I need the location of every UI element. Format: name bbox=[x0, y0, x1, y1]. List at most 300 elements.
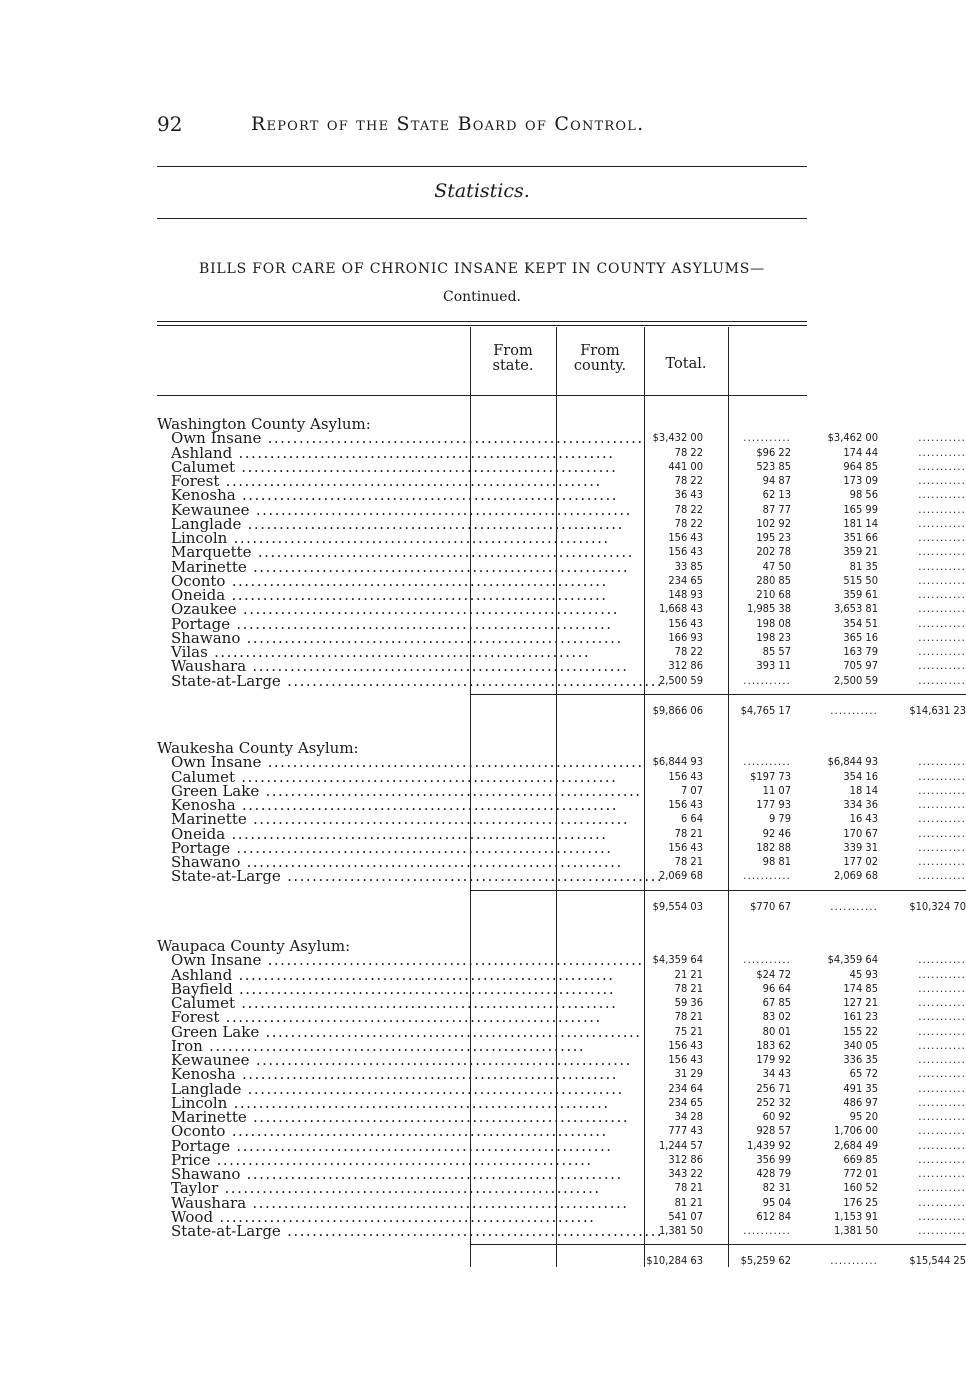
total-cell: 95 20 bbox=[849, 1110, 878, 1123]
leader-dots: ............................................................ bbox=[232, 965, 615, 984]
grand-total-cell: ........... bbox=[918, 1167, 966, 1180]
subtotal-from-county: $4,765 17 bbox=[740, 703, 791, 717]
total-cell: 160 52 bbox=[843, 1181, 878, 1195]
from-county-cell: 92 46 bbox=[762, 826, 791, 840]
county-name: Own Insane bbox=[171, 753, 262, 772]
county-name: Shawano bbox=[171, 1165, 241, 1183]
county-name: Own Insane bbox=[171, 951, 262, 970]
total-cell: 491 35 bbox=[843, 1081, 878, 1095]
grand-total-cell: ........... bbox=[918, 996, 966, 1009]
leader-dots: ............................................................ bbox=[241, 514, 624, 533]
county-name: Marinette bbox=[171, 557, 247, 576]
from-state-cell: 34 28 bbox=[674, 1110, 703, 1123]
subtotal-rule bbox=[470, 890, 966, 891]
subtotal-row bbox=[157, 899, 966, 914]
county-name: Marinette bbox=[171, 810, 247, 829]
county-name: Langlade bbox=[171, 1079, 242, 1098]
leader-dots: ............................................................ bbox=[246, 557, 630, 576]
county-name: Lincoln bbox=[171, 529, 228, 547]
grand-total-cell: ........... bbox=[918, 573, 966, 587]
grand-total-cell: ........... bbox=[918, 869, 966, 883]
county-name: State-at-Large bbox=[171, 671, 281, 690]
from-county-cell: 198 08 bbox=[756, 616, 791, 630]
header-rule bbox=[157, 166, 807, 167]
leader-dots: ............................................................ bbox=[249, 500, 632, 519]
total-cell: 1,153 91 bbox=[833, 1209, 878, 1223]
subtotal-total: ........... bbox=[830, 703, 878, 717]
subtotal-rule bbox=[470, 694, 966, 695]
from-state-cell: 234 64 bbox=[668, 1081, 703, 1095]
total-cell: 359 21 bbox=[843, 545, 878, 559]
grand-total-cell: ........... bbox=[918, 1024, 966, 1038]
grand-total-cell: ........... bbox=[918, 1110, 966, 1123]
from-county-cell: 94 87 bbox=[762, 474, 791, 487]
from-state-cell: 75 21 bbox=[674, 1024, 703, 1038]
running-title: Report of the State Board of Control. bbox=[251, 113, 645, 135]
county-name: Oconto bbox=[171, 571, 226, 590]
county-label bbox=[157, 671, 664, 690]
total-cell: 81 35 bbox=[849, 559, 878, 573]
from-state-cell: 156 43 bbox=[668, 798, 703, 811]
leader-dots: ............................................................ bbox=[218, 1179, 601, 1198]
grand-total-cell: ........... bbox=[918, 602, 966, 616]
from-state-cell: 36 43 bbox=[674, 488, 703, 502]
from-county-cell: 179 92 bbox=[756, 1053, 791, 1066]
from-county-cell: 252 32 bbox=[756, 1095, 791, 1109]
leader-dots: ............................................................ bbox=[246, 1193, 629, 1212]
from-county-cell: 356 99 bbox=[756, 1152, 791, 1166]
from-state-cell: 156 43 bbox=[668, 545, 703, 559]
from-state-cell: 166 93 bbox=[668, 630, 703, 644]
leader-dots: ............................................................ bbox=[235, 1065, 619, 1084]
total-cell: 173 09 bbox=[843, 474, 878, 487]
from-state-cell: 78 22 bbox=[674, 445, 703, 459]
grand-total-cell: ........... bbox=[918, 1067, 966, 1081]
subtotal-row bbox=[157, 703, 966, 718]
total-cell: 705 97 bbox=[843, 659, 878, 673]
county-name: Oneida bbox=[171, 586, 226, 604]
from-state-cell: 78 22 bbox=[674, 474, 703, 487]
leader-dots: ............................................................ bbox=[225, 1122, 608, 1141]
total-cell: 340 05 bbox=[843, 1038, 878, 1052]
grand-total-cell: ........... bbox=[918, 1038, 966, 1052]
from-state-cell: 148 93 bbox=[668, 588, 703, 601]
from-state-cell: 78 22 bbox=[674, 516, 703, 530]
leader-dots: ............................................................ bbox=[225, 824, 608, 843]
county-name: Lincoln bbox=[171, 1093, 228, 1112]
subtotal-row bbox=[157, 1254, 966, 1268]
from-state-cell: 156 43 bbox=[668, 1038, 703, 1052]
grand-total-cell: ........... bbox=[918, 531, 966, 544]
leader-dots: ............................................................ bbox=[280, 867, 664, 886]
from-state-cell: 312 86 bbox=[668, 659, 703, 673]
leader-dots: ............................................................ bbox=[246, 1108, 630, 1126]
table-title: BILLS FOR CARE OF CHRONIC INSANE KEPT IN COUNTY ASYLUMS— bbox=[199, 261, 765, 277]
from-county-cell: 9 79 bbox=[768, 812, 791, 826]
total-cell: 515 50 bbox=[843, 573, 878, 587]
grand-total-cell: ........... bbox=[918, 616, 966, 630]
from-county-cell: 280 85 bbox=[756, 573, 791, 587]
from-county-cell: 210 68 bbox=[756, 588, 791, 601]
leader-dots: ............................................................ bbox=[207, 643, 591, 661]
from-county-cell: 62 13 bbox=[762, 488, 791, 502]
from-county-cell: 87 77 bbox=[762, 502, 791, 516]
county-name: Kenosha bbox=[171, 486, 236, 505]
grand-total-cell: ........... bbox=[918, 588, 966, 601]
from-county-cell: 60 92 bbox=[762, 1110, 791, 1123]
grand-total-cell: ........... bbox=[918, 1124, 966, 1138]
column-header-line: From bbox=[580, 343, 620, 359]
from-state-cell: 78 21 bbox=[674, 826, 703, 840]
county-name: Kenosha bbox=[171, 1065, 236, 1084]
section-title: Statistics. bbox=[434, 180, 530, 202]
county-name: Green Lake bbox=[171, 1022, 260, 1041]
grand-total-cell: ........... bbox=[918, 967, 966, 981]
county-name: Own Insane bbox=[171, 429, 262, 448]
from-state-cell: 441 00 bbox=[668, 459, 703, 473]
grand-total-cell: ........... bbox=[918, 769, 966, 783]
total-cell: 163 79 bbox=[843, 645, 878, 658]
total-cell: $6,844 93 bbox=[827, 755, 878, 769]
leader-dots: ............................................................ bbox=[210, 1150, 593, 1169]
table-row bbox=[157, 1222, 966, 1240]
leader-dots: ............................................................ bbox=[235, 767, 618, 786]
from-county-cell: ........... bbox=[743, 673, 791, 687]
leader-dots: ............................................................ bbox=[240, 853, 623, 871]
column-header-from-state bbox=[470, 344, 556, 374]
from-county-cell: 11 07 bbox=[762, 783, 791, 797]
from-state-cell: 78 22 bbox=[674, 502, 703, 516]
from-state-cell: 312 86 bbox=[668, 1152, 703, 1166]
leader-dots: ............................................................ bbox=[213, 1207, 596, 1226]
grand-total-cell: ........... bbox=[918, 545, 966, 559]
county-name: Vilas bbox=[171, 643, 208, 661]
subtotal-from-state: $9,554 03 bbox=[652, 899, 703, 913]
grand-total-cell: ........... bbox=[918, 1152, 966, 1166]
leader-dots: ............................................................ bbox=[219, 472, 602, 490]
table-header-rule bbox=[157, 395, 807, 396]
column-header-line: county. bbox=[573, 358, 627, 374]
from-state-cell: 31 29 bbox=[674, 1067, 703, 1081]
from-county-cell: 80 01 bbox=[762, 1024, 791, 1038]
total-cell: 365 16 bbox=[843, 630, 878, 644]
from-county-cell: 183 62 bbox=[756, 1038, 791, 1052]
total-cell: 354 16 bbox=[843, 769, 878, 783]
leader-dots: ............................................................ bbox=[230, 614, 613, 633]
county-name: Forest bbox=[171, 1008, 220, 1027]
leader-dots: ............................................................ bbox=[232, 443, 615, 462]
from-state-cell: 1,668 43 bbox=[658, 602, 703, 616]
county-name: Bayfield bbox=[171, 979, 233, 998]
grand-total-cell: ........... bbox=[918, 798, 966, 811]
from-county-cell: ........... bbox=[743, 755, 791, 769]
county-name: Taylor bbox=[171, 1179, 219, 1198]
county-name: Kewaunee bbox=[171, 500, 250, 519]
county-name: State-at-Large bbox=[171, 1222, 281, 1240]
leader-dots: ............................................................ bbox=[261, 753, 644, 772]
grand-total-cell: ........... bbox=[918, 1138, 966, 1152]
from-county-cell: $96 22 bbox=[756, 445, 791, 459]
total-cell: 359 61 bbox=[843, 588, 878, 601]
leader-dots: ............................................................ bbox=[235, 457, 618, 476]
leader-dots: ............................................................ bbox=[280, 1222, 664, 1240]
total-cell: 339 31 bbox=[843, 840, 878, 854]
grand-total-cell: ........... bbox=[918, 630, 966, 644]
county-label bbox=[157, 1222, 664, 1240]
column-header-line: state. bbox=[492, 358, 534, 374]
asylum-grand-total: $14,631 23 bbox=[909, 703, 966, 717]
subtotal-total: ........... bbox=[830, 899, 878, 913]
total-cell: 1,381 50 bbox=[833, 1224, 878, 1237]
county-name: Calumet bbox=[171, 767, 236, 786]
from-county-cell: ........... bbox=[743, 431, 791, 445]
asylum-name: Waukesha County Asylum: bbox=[157, 739, 359, 757]
county-name: Ozaukee bbox=[171, 600, 237, 619]
total-cell: 127 21 bbox=[843, 996, 878, 1009]
from-state-cell: 2,069 68 bbox=[658, 869, 703, 883]
column-header-line: From bbox=[493, 343, 533, 359]
grand-total-cell: ........... bbox=[918, 1053, 966, 1066]
leader-dots: ............................................................ bbox=[225, 586, 608, 604]
leader-dots: ............................................................ bbox=[235, 796, 619, 814]
leader-dots: ............................................................ bbox=[227, 1093, 610, 1112]
county-name: Calumet bbox=[171, 457, 236, 476]
grand-total-cell: ........... bbox=[918, 1095, 966, 1109]
total-cell: 486 97 bbox=[843, 1095, 878, 1109]
total-cell: $4,359 64 bbox=[827, 953, 878, 967]
leader-dots: ............................................................ bbox=[225, 571, 608, 590]
leader-dots: ............................................................ bbox=[219, 1008, 602, 1027]
from-county-cell: 34 43 bbox=[762, 1067, 791, 1081]
county-name: Portage bbox=[171, 614, 231, 633]
grand-total-cell: ........... bbox=[918, 431, 966, 445]
total-cell: 334 36 bbox=[843, 798, 878, 811]
total-cell: 336 35 bbox=[843, 1053, 878, 1066]
county-name: Shawano bbox=[171, 628, 241, 647]
from-state-cell: 59 36 bbox=[674, 996, 703, 1009]
grand-total-cell: ........... bbox=[918, 840, 966, 854]
total-cell: 2,500 59 bbox=[833, 673, 878, 687]
total-cell: 18 14 bbox=[849, 783, 878, 797]
from-state-cell: 234 65 bbox=[668, 1095, 703, 1109]
county-name: Iron bbox=[171, 1036, 203, 1055]
from-state-cell: 2,500 59 bbox=[658, 673, 703, 687]
grand-total-cell: ........... bbox=[918, 826, 966, 840]
asylum-name: Waupaca County Asylum: bbox=[157, 937, 351, 955]
total-cell: 65 72 bbox=[849, 1067, 878, 1081]
from-county-cell: 182 88 bbox=[756, 840, 791, 854]
county-name: Green Lake bbox=[171, 781, 260, 800]
leader-dots: ............................................................ bbox=[240, 1165, 623, 1183]
total-cell: 176 25 bbox=[843, 1195, 878, 1209]
from-county-cell: 177 93 bbox=[756, 798, 791, 811]
from-county-cell: 928 57 bbox=[756, 1124, 791, 1138]
total-cell: 45 93 bbox=[849, 967, 878, 981]
total-cell: 2,684 49 bbox=[833, 1138, 878, 1152]
leader-dots: ............................................................ bbox=[259, 1022, 642, 1041]
from-state-cell: 78 21 bbox=[674, 855, 703, 868]
from-state-cell: 541 07 bbox=[668, 1209, 703, 1223]
column-header-line: Total. bbox=[665, 356, 707, 372]
total-cell: 964 85 bbox=[843, 459, 878, 473]
county-name: Waushara bbox=[171, 1193, 247, 1212]
total-cell: 161 23 bbox=[843, 1010, 878, 1024]
county-name: Calumet bbox=[171, 994, 236, 1012]
from-county-cell: 523 85 bbox=[756, 459, 791, 473]
total-cell: 16 43 bbox=[849, 812, 878, 826]
leader-dots: ............................................................ bbox=[280, 671, 664, 690]
subtotal-rule bbox=[470, 1244, 966, 1245]
county-name: Wood bbox=[171, 1207, 214, 1226]
leader-dots: ............................................................ bbox=[259, 781, 642, 800]
leader-dots: ............................................................ bbox=[232, 979, 616, 998]
from-county-cell: 393 11 bbox=[756, 659, 791, 673]
total-cell: 351 66 bbox=[843, 531, 878, 544]
from-state-cell: 33 85 bbox=[674, 559, 703, 573]
from-county-cell: 67 85 bbox=[762, 996, 791, 1009]
from-county-cell: 98 81 bbox=[762, 855, 791, 868]
asylum-name: Washington County Asylum: bbox=[157, 415, 371, 433]
leader-dots: ............................................................ bbox=[202, 1036, 586, 1055]
grand-total-cell: ........... bbox=[918, 502, 966, 516]
from-county-cell: 198 23 bbox=[756, 630, 791, 644]
county-name: Kenosha bbox=[171, 796, 236, 814]
county-name: Ashland bbox=[171, 965, 233, 984]
county-name: State-at-Large bbox=[171, 867, 281, 886]
total-cell: 3,653 81 bbox=[833, 602, 878, 616]
from-state-cell: 81 21 bbox=[674, 1195, 703, 1209]
grand-total-cell: ........... bbox=[918, 488, 966, 502]
total-cell: 354 51 bbox=[843, 616, 878, 630]
table-top-rule-2 bbox=[157, 325, 807, 326]
total-cell: 772 01 bbox=[843, 1167, 878, 1180]
subtotal-from-county: $5,259 62 bbox=[740, 1254, 791, 1268]
from-county-cell: $197 73 bbox=[750, 769, 791, 783]
total-cell: 165 99 bbox=[843, 502, 878, 516]
from-county-cell: $24 72 bbox=[756, 967, 791, 981]
grand-total-cell: ........... bbox=[918, 559, 966, 573]
leader-dots: ............................................................ bbox=[261, 429, 644, 448]
from-state-cell: 6 64 bbox=[680, 812, 703, 826]
total-cell: 155 22 bbox=[843, 1024, 878, 1038]
column-header-from-county bbox=[556, 344, 644, 374]
total-cell: 177 02 bbox=[843, 855, 878, 868]
leader-dots: ............................................................ bbox=[241, 1079, 624, 1098]
county-name: Kewaunee bbox=[171, 1051, 250, 1069]
county-label bbox=[157, 867, 664, 886]
from-county-cell: 95 04 bbox=[762, 1195, 791, 1209]
from-county-cell: 85 57 bbox=[762, 645, 791, 658]
from-state-cell: $4,359 64 bbox=[652, 953, 703, 967]
from-state-cell: 7 07 bbox=[680, 783, 703, 797]
from-state-cell: 777 43 bbox=[668, 1124, 703, 1138]
from-county-cell: 256 71 bbox=[756, 1081, 791, 1095]
total-cell: $3,462 00 bbox=[827, 431, 878, 445]
leader-dots: ............................................................ bbox=[251, 543, 634, 562]
county-name: Portage bbox=[171, 838, 231, 857]
leader-dots: ............................................................ bbox=[236, 600, 620, 619]
grand-total-cell: ........... bbox=[918, 1224, 966, 1237]
grand-total-cell: ........... bbox=[918, 673, 966, 687]
from-state-cell: 78 22 bbox=[674, 645, 703, 658]
leader-dots: ............................................................ bbox=[235, 486, 619, 505]
leader-dots: ............................................................ bbox=[235, 994, 618, 1012]
grand-total-cell: ........... bbox=[918, 783, 966, 797]
from-state-cell: 1,381 50 bbox=[658, 1224, 703, 1237]
county-name: Marquette bbox=[171, 543, 252, 562]
from-state-cell: $3,432 00 bbox=[652, 431, 703, 445]
section-rule bbox=[157, 218, 807, 219]
leader-dots: ............................................................ bbox=[240, 628, 623, 647]
grand-total-cell: ........... bbox=[918, 953, 966, 967]
subtotal-from-county: $770 67 bbox=[750, 899, 791, 913]
leader-dots: ............................................................ bbox=[227, 529, 610, 547]
total-cell: 2,069 68 bbox=[833, 869, 878, 883]
from-county-cell: 428 79 bbox=[756, 1167, 791, 1180]
table-row bbox=[157, 671, 966, 690]
leader-dots: ............................................................ bbox=[246, 657, 629, 676]
total-cell: 98 56 bbox=[849, 488, 878, 502]
from-state-cell: 343 22 bbox=[668, 1167, 703, 1180]
from-county-cell: 96 64 bbox=[762, 981, 791, 995]
leader-dots: ............................................................ bbox=[230, 838, 613, 857]
county-name: Waushara bbox=[171, 657, 247, 676]
grand-total-cell: ........... bbox=[918, 855, 966, 868]
asylum-grand-total: $10,324 70 bbox=[909, 899, 966, 913]
grand-total-cell: ........... bbox=[918, 1010, 966, 1024]
county-name: Oneida bbox=[171, 824, 226, 843]
from-state-cell: 78 21 bbox=[674, 1181, 703, 1195]
from-county-cell: ........... bbox=[743, 869, 791, 883]
table-row bbox=[157, 867, 966, 886]
leader-dots: ............................................................ bbox=[249, 1051, 632, 1069]
county-name: Portage bbox=[171, 1136, 231, 1155]
grand-total-cell: ........... bbox=[918, 1181, 966, 1195]
total-cell: 174 85 bbox=[843, 981, 878, 995]
grand-total-cell: ........... bbox=[918, 981, 966, 995]
county-name: Price bbox=[171, 1150, 211, 1169]
from-state-cell: $6,844 93 bbox=[652, 755, 703, 769]
page-number: 92 bbox=[157, 112, 183, 136]
county-name: Forest bbox=[171, 472, 220, 490]
from-county-cell: ........... bbox=[743, 953, 791, 967]
total-cell: 174 44 bbox=[843, 445, 878, 459]
from-state-cell: 156 43 bbox=[668, 769, 703, 783]
leader-dots: ............................................................ bbox=[261, 951, 644, 970]
from-county-cell: 612 84 bbox=[756, 1209, 791, 1223]
column-header-total bbox=[644, 357, 728, 372]
from-county-cell: 47 50 bbox=[762, 559, 791, 573]
grand-total-cell: ........... bbox=[918, 516, 966, 530]
from-county-cell: 82 31 bbox=[762, 1181, 791, 1195]
table-top-rule bbox=[157, 321, 807, 322]
county-name: Langlade bbox=[171, 514, 242, 533]
from-state-cell: 78 21 bbox=[674, 981, 703, 995]
from-state-cell: 21 21 bbox=[674, 967, 703, 981]
from-county-cell: 195 23 bbox=[756, 531, 791, 544]
from-county-cell: 83 02 bbox=[762, 1010, 791, 1024]
from-county-cell: 102 92 bbox=[756, 516, 791, 530]
from-county-cell: 1,985 38 bbox=[746, 602, 791, 616]
subtotal-from-state: $10,284 63 bbox=[646, 1254, 703, 1268]
from-state-cell: 1,244 57 bbox=[658, 1138, 703, 1152]
total-cell: 1,706 00 bbox=[833, 1124, 878, 1138]
grand-total-cell: ........... bbox=[918, 812, 966, 826]
grand-total-cell: ........... bbox=[918, 1195, 966, 1209]
from-county-cell: ........... bbox=[743, 1224, 791, 1237]
grand-total-cell: ........... bbox=[918, 474, 966, 487]
asylum-grand-total: $15,544 25 bbox=[909, 1254, 966, 1268]
